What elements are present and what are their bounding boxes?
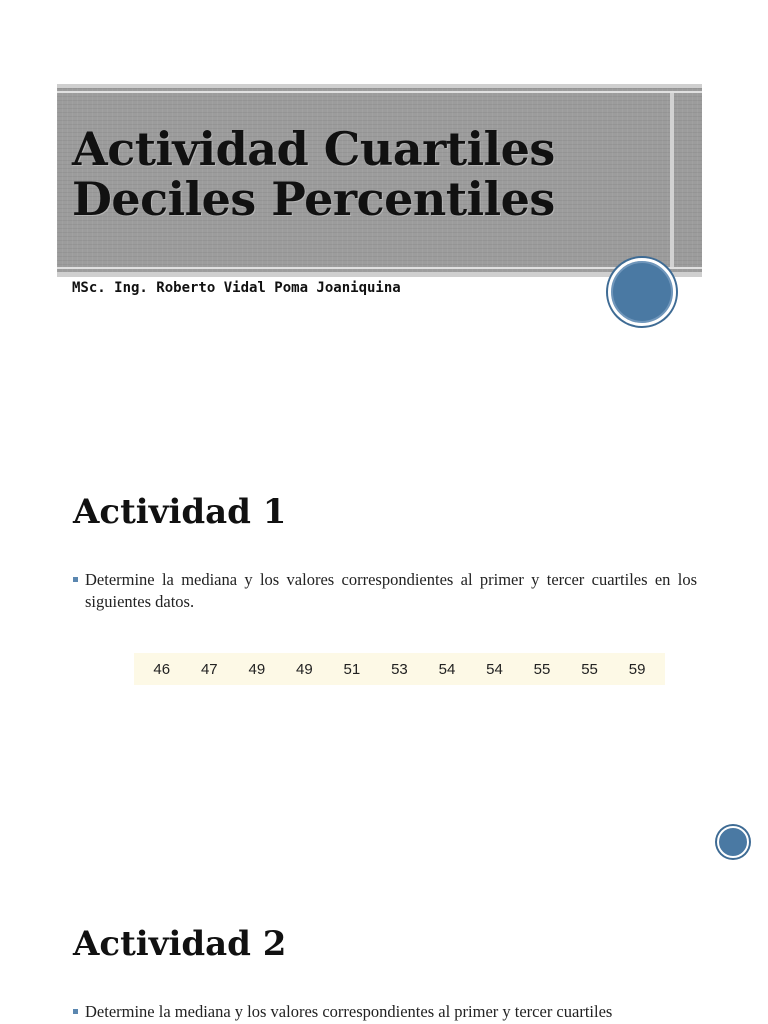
data-cell: 55: [581, 660, 598, 678]
data-cell: 46: [153, 660, 171, 678]
circle-badge-icon: [717, 826, 749, 858]
page-title: [72, 124, 555, 224]
title-line-2: Deciles Percentiles: [72, 172, 555, 226]
data-cell: 54: [438, 660, 456, 678]
circle-badge-icon: [608, 258, 676, 326]
author-name: MSc. Ing. Roberto Vidal Poma Joaniquina: [72, 280, 401, 296]
data-cell: 59: [628, 660, 646, 678]
data-cell: 54: [486, 660, 503, 678]
title-band-bottom-rule: [57, 272, 702, 277]
activity-1-instruction: Determine la mediana y los valores correspondientes al primer y tercer cuartiles en los siguientes datos.: [73, 569, 697, 613]
title-band-top-rule: [57, 84, 702, 88]
data-cell: 49: [248, 660, 266, 678]
title-band-top-rule-thin: [57, 91, 702, 93]
title-line-1: Actividad Cuartiles: [72, 122, 555, 176]
title-band-bottom-rule-thin: [57, 267, 702, 269]
activity-2-instruction: Determine la mediana y los valores correspondientes al primer y tercer cuartiles: [73, 1001, 697, 1023]
title-band-edge: [670, 93, 674, 267]
activity-2-heading: Actividad 2: [73, 924, 287, 964]
activity-1-heading: Actividad 1: [73, 492, 287, 532]
data-cell: 51: [343, 660, 361, 678]
data-cell: 55: [533, 660, 551, 678]
data-cell: 53: [391, 660, 408, 678]
data-cell: 47: [200, 660, 218, 678]
data-table-row: [134, 653, 665, 685]
data-cell: 49: [296, 660, 313, 678]
